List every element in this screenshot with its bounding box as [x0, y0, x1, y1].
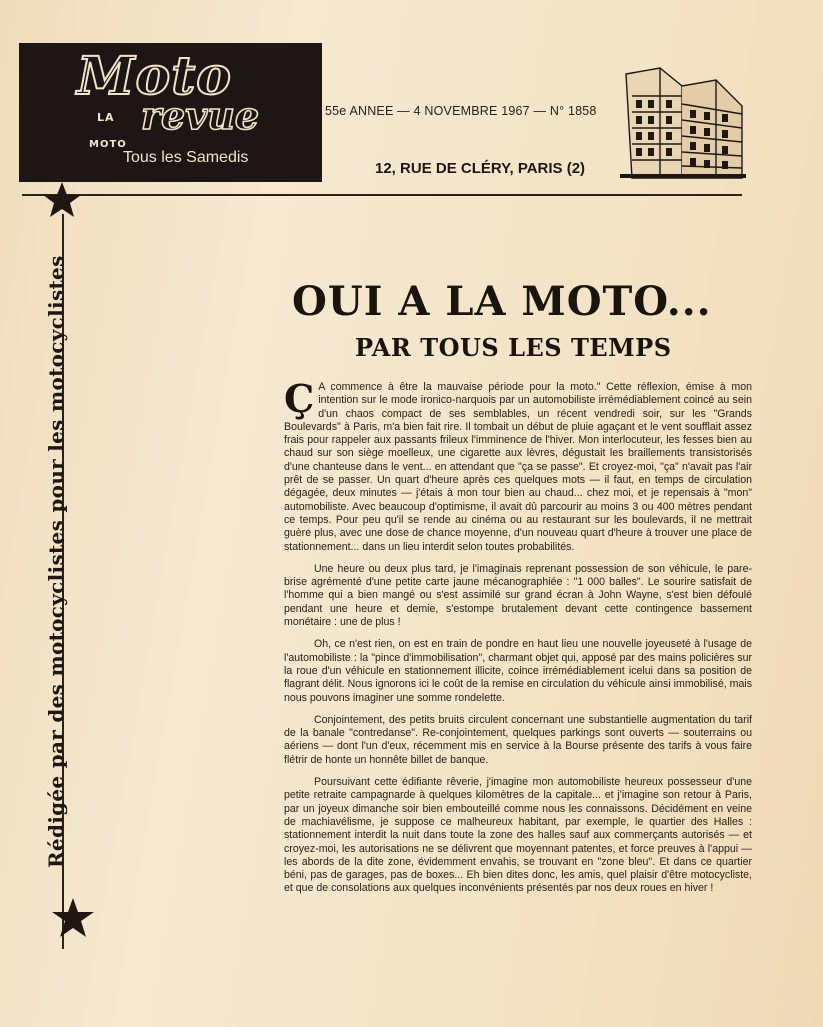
- masthead-tagline: Tous les Samedis: [123, 149, 249, 166]
- article-paragraph: Poursuivant cette édifiante rêverie, j'imagine mon automobiliste heureux possesseur d'une petite retraite campagnarde à quelques kilomètres de la capitale... et j'imagine son retour à Paris, par un joyeux dimanche soir bien embouteillé comme nous les connaissons. Décidément en veine de machiavélisme, je suppose ce malheureux habitant, par exemple, le quartier des Halles : stationnement interdit la nuit dans toute la zone des halles sauf aux commerçants autorisés — et croyez-moi, les autorisations ne se délivrent que moyennant patentes, et force preuves à l'appui — les abords de la dite zone, évidemment envahis, se trouvant en "zone bleu". Et dans ce quartier béni, pas de garages, pas de boxes... Eh bien dites donc, les amis, quel plaisir d'être motocycliste, et que de consolations aux quelques inconvénients présentés par nos deux roues en hiver !: [284, 776, 752, 895]
- issue-line: 55e ANNEE — 4 NOVEMBRE 1967 — N° 1858: [325, 104, 597, 118]
- article-paragraph: Une heure ou deux plus tard, je l'imaginais reprenant possession de son véhicule, le pare-brise agrémenté d'une petite carte jaune mécanographiée : "1 000 balles". Le sourire satisfait de l'homme qui a bien mangé ou s'est assimilé sur grand écran à John Wayne, s'est bien défoulé pendant une heure et demie, s'estompe brutalement devant cette contingence bassement monétaire : une de plus !: [284, 562, 752, 629]
- article-body: [284, 376, 752, 905]
- drop-cap: Ç: [284, 376, 315, 421]
- logo-word-revue: revue: [141, 93, 260, 138]
- article-paragraph: Oh, ce n'est rien, on est en train de pondre en haut lieu une nouvelle joyeuseté à l'usage de l'automobiliste : la "pince d'immobilisation", charmant objet qui, apposé par des mains policières sur la roue d'un véhicule en stationnement illicite, coince irrémédiablement icelui dans sa position de flagrant délit. Nous ignorons ici le coût de la remise en circulation du véhicule ainsi immobilisé, mais nous pouvons imaginer une somme rondelette.: [284, 638, 752, 704]
- article-subhead: PAR TOUS LES TEMPS: [355, 333, 672, 362]
- logo-word-moto: Moto: [77, 46, 232, 107]
- sidebar-vertical-slogan: Rédigée par des motocyclistes pour les motocyclistes: [44, 255, 68, 868]
- logo-moto-small: MOTO: [89, 139, 127, 150]
- star-ornament-top: [41, 181, 83, 219]
- star-ornament-bottom: [50, 897, 96, 939]
- building-illustration: [620, 66, 746, 182]
- article-paragraph: Conjointement, des petits bruits circulent concernant une substantielle augmentation du tarif de la banale "contredanse". Re-conjointement, quelques parkings sont ouverts — souterrains ou aériens — dont l'un d'eux, récemment mis en service à la Bourse présente des tarifs à vous faire flétrir de honte un honnête billet de banque.: [284, 713, 752, 766]
- address: 12, RUE DE CLÉRY, PARIS (2): [375, 160, 586, 177]
- article-headline: OUI A LA MOTO...: [292, 278, 712, 325]
- logo-la: LA: [97, 111, 115, 124]
- masthead-logo-block: [19, 43, 322, 182]
- horizontal-rule: [22, 194, 742, 196]
- article-paragraph: Ç A commence à être la mauvaise période pour la moto." Cette réflexion, émise à mon intention sur le mode ironico-narquois par un automobiliste irrémédiablement coincé au sein d'un chaos compact de ses semblables, un récent vendredi soir, sur les "Grands Boulevards" à Paris, m'a bien fait rire. Il tombait un début de pluie agaçant et le vent soufflait assez frais pour rappeler aux passants frileux l'imminence de l'hiver. Mon interlocuteur, les fesses bien au chaud sur son siège moelleux, une cigarette aux lèvres, dégustait les braillements transistorisés d'une chanteuse dans le vent... en attendant que "ça se passe". Et croyez-moi, "ça" n'avait pas l'air prêt de se passer. Un quart d'heure après ces quelques mots — il faut, en temps de circulation dégagée, deux minutes — j'étais à mon tour bien au chaud... chez moi, et je repensais à "mon" automobiliste. Avec beaucoup d'optimisme, il avait dû parcourir au moins 3 ou 400 mètres pendant ce temps. Pour peu qu'il se rende au cinéma ou au restaurant sur les boulevards, il ne mettrait guère plus, avec une dose de chance moyenne, d'un nouveau quart d'heure à trouver une place de stationnement... dans un lieu interdit selon toutes probabilités.: [284, 376, 752, 553]
